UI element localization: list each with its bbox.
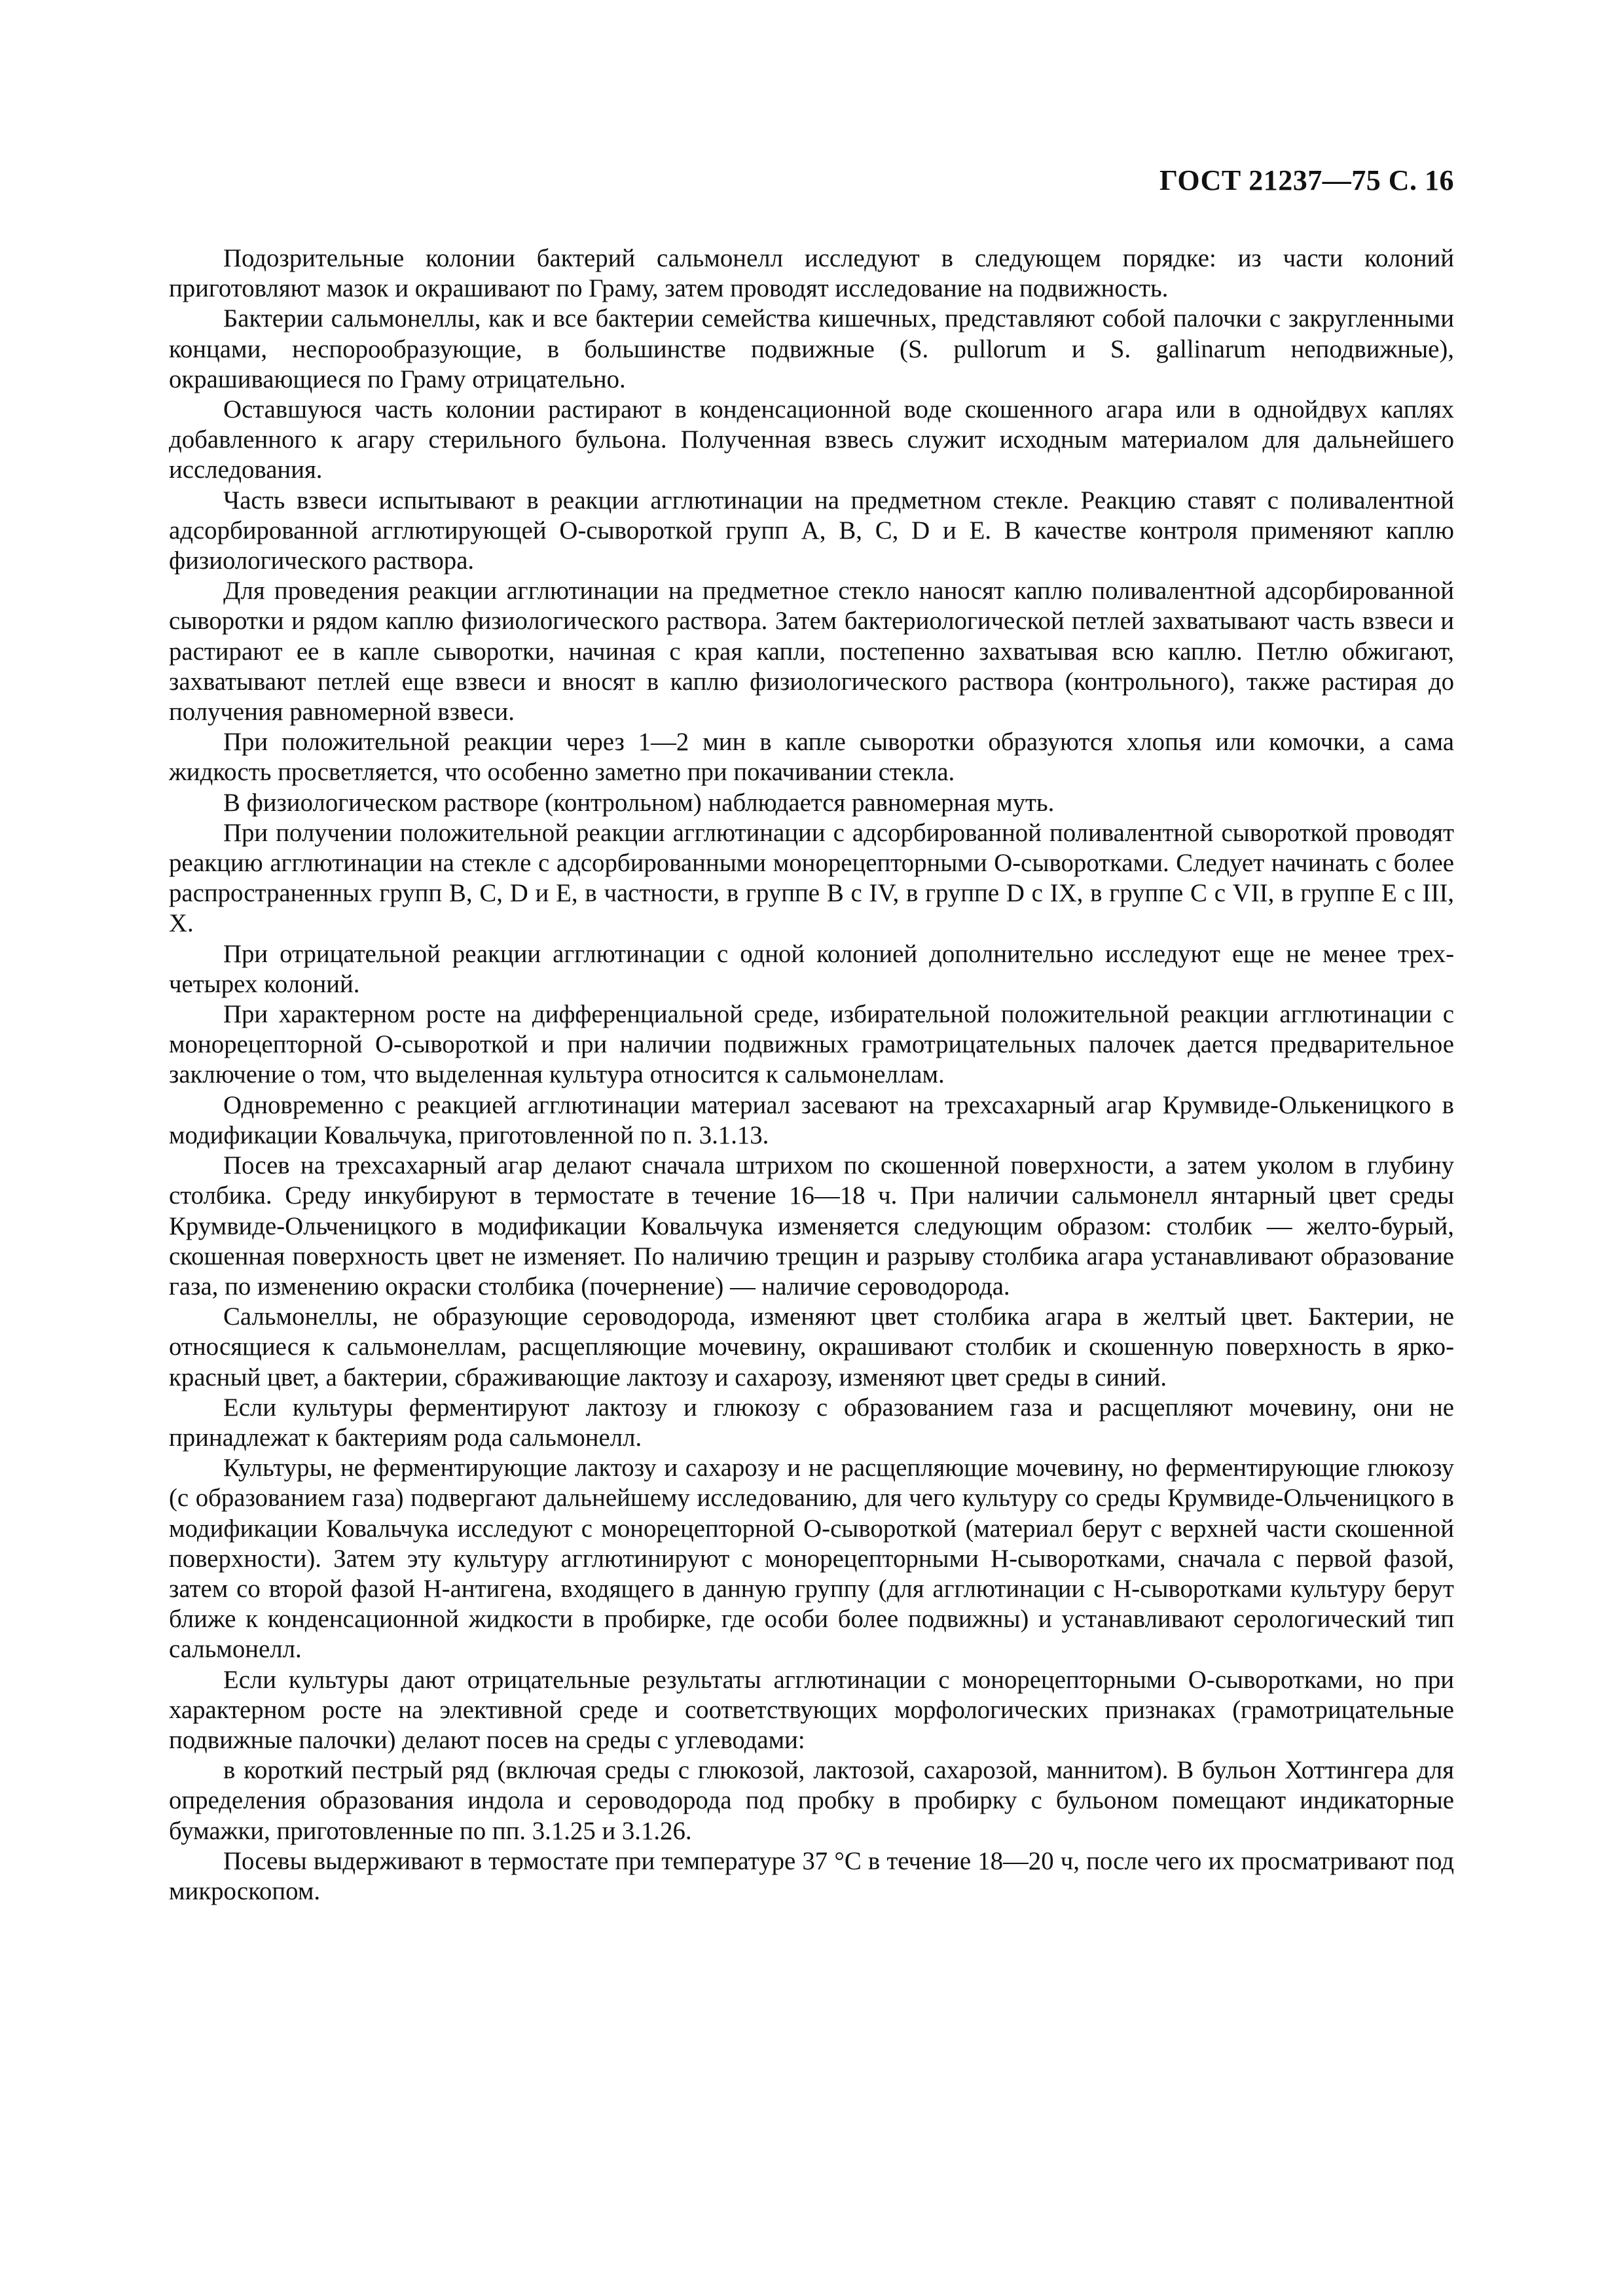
paragraph: При получении положительной реакции агглютинации с адсорбированной поливалентной сывороткой проводят реакцию агглютинации на стекле с адсорбированными монорецепторными О-сыворотками. Следует начинать с более распространенных групп В, С, D и Е, в частности, в группе В с IV, в группе D с IX, в группе С с VII, в группе Е с III, X. (169, 818, 1454, 938)
paragraph: Оставшуюся часть колонии растирают в конденсационной воде скошенного агара или в однойдвух каплях добавленного к агару стерильного бульона. Полученная взвесь служит исходным материалом для дальнейшего исследования. (169, 395, 1454, 484)
paragraph: Культуры, не ферментирующие лактозу и сахарозу и не расщепляющие мочевину, но ферментирующие глюкозу (с образованием газа) подвергают дальнейшему исследованию, для чего культуру со среды Крумвиде-Ольченицкого в модификации Ковальчука исследуют с монорецепторной О-сывороткой (материал берут с верхней части скошенной поверхности). Затем эту культуру агглютинируют с монорецепторными Н-сыворотками, сначала с первой фазой, затем со второй фазой Н-антигена, входящего в данную группу (для агглютинации с Н-сыворотками культуру берут ближе к конденсационной жидкости в пробирке, где особи более подвижны) и устанавливают серологический тип сальмонелл. (169, 1454, 1454, 1664)
paragraph: в короткий пестрый ряд (включая среды с глюкозой, лактозой, сахарозой, маннитом). В бульон Хоттингера для определения образования индола и сероводорода под пробку в пробирку с бульоном помещают индикаторные бумажки, приготовленные по пп. 3.1.25 и 3.1.26. (169, 1756, 1454, 1845)
page-header: ГОСТ 21237—75 С. 16 (1159, 164, 1454, 196)
paragraph: Посев на трехсахарный агар делают сначала штрихом по скошенной поверхности, а затем уколом в глубину столбика. Среду инкубируют в термостате в течение 16—18 ч. При наличии сальмонелл янтарный цвет среды Крумвиде-Ольченицкого в модификации Ковальчука изменяется следующим образом: столбик — желто-бурый, скошенная поверхность цвет не изменяет. По наличию трещин и разрыву столбика агара устанавливают образование газа, по изменению окраски столбика (почернение) — наличие сероводорода. (169, 1151, 1454, 1300)
document-body (169, 243, 1454, 1907)
paragraph: При отрицательной реакции агглютинации с одной колонией дополнительно исследуют еще не менее трех-четырех колоний. (169, 939, 1454, 998)
paragraph: Сальмонеллы, не образующие сероводорода, изменяют цвет столбика агара в желтый цвет. Бактерии, не относящиеся к сальмонеллам, расщепляющие мочевину, окрашивают столбик и скошенную поверхность в ярко-красный цвет, а бактерии, сбраживающие лактозу и сахарозу, изменяют цвет среды в синий. (169, 1302, 1454, 1391)
paragraph: Часть взвеси испытывают в реакции агглютинации на предметном стекле. Реакцию ставят с поливалентной адсорбированной агглютирующей О-сывороткой групп А, В, С, D и Е. В качестве контроля применяют каплю физиологического раствора. (169, 486, 1454, 575)
paragraph: Если культуры дают отрицательные результаты агглютинации с монорецепторными О-сыворотками, но при характерном росте на элективной среде и соответствующих морфологических признаках (грамотрицательные подвижные палочки) делают посев на среды с углеводами: (169, 1665, 1454, 1754)
paragraph: Бактерии сальмонеллы, как и все бактерии семейства кишечных, представляют собой палочки с закругленными концами, неспорообразующие, в большинстве подвижные (S. pullorum и S. gallinarum неподвижные), окрашивающиеся по Граму отрицательно. (169, 304, 1454, 393)
paragraph: Подозрительные колонии бактерий сальмонелл исследуют в следующем порядке: из части колоний приготовляют мазок и окрашивают по Граму, затем проводят исследование на подвижность. (169, 244, 1454, 303)
paragraph: При положительной реакции через 1—2 мин в капле сыворотки образуются хлопья или комочки, а сама жидкость просветляется, что особенно заметно при покачивании стекла. (169, 728, 1454, 787)
paragraph: Одновременно с реакцией агглютинации материал засевают на трехсахарный агар Крумвиде-Олькеницкого в модификации Ковальчука, приготовленной по п. 3.1.13. (169, 1090, 1454, 1149)
paragraph: При характерном росте на дифференциальной среде, избирательной положительной реакции агглютинации с монорецепторной О-сывороткой и при наличии подвижных грамотрицательных палочек дается предварительное заключение о том, что выделенная культура относится к сальмонеллам. (169, 1000, 1454, 1089)
paragraph: Для проведения реакции агглютинации на предметное стекло наносят каплю поливалентной адсорбированной сыворотки и рядом каплю физиологического раствора. Затем бактериологической петлей захватывают часть взвеси и растирают ее в капле сыворотки, начиная с края капли, постепенно захватывая всю каплю. Петлю обжигают, захватывают петлей еще взвеси и вносят в каплю физиологического раствора (контрольного), также растирая до получения равномерной взвеси. (169, 577, 1454, 726)
paragraph: Если культуры ферментируют лактозу и глюкозу с образованием газа и расщепляют мочевину, они не принадлежат к бактериям рода сальмонелл. (169, 1393, 1454, 1452)
paragraph: В физиологическом растворе (контрольном) наблюдается равномерная муть. (223, 788, 1055, 817)
paragraph: Посевы выдерживают в термостате при температуре 37 °С в течение 18—20 ч, после чего их просматривают под микроскопом. (169, 1846, 1454, 1905)
